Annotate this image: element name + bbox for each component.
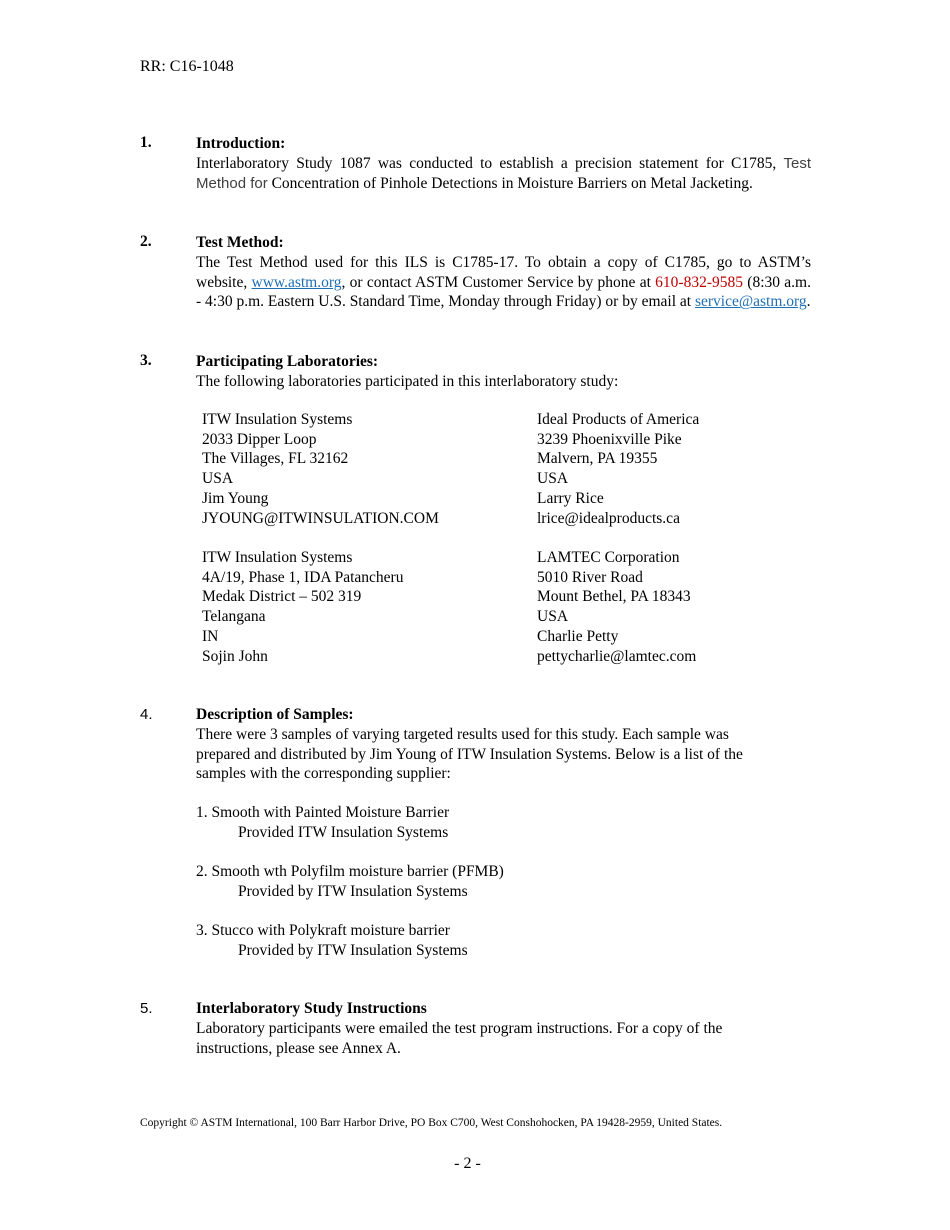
section-4-number: 4.	[140, 706, 153, 723]
lab-email: lrice@idealproducts.ca	[537, 509, 680, 527]
section-5-body	[196, 999, 811, 1058]
section-1-text-c: Concentration of Pinhole Detections in Moisture Barriers on Metal Jacketing.	[267, 174, 753, 192]
lab-line: USA	[537, 470, 569, 488]
lab-line: Jim Young	[202, 489, 269, 507]
lab-line: 4A/19, Phase 1, IDA Patancheru	[202, 568, 404, 586]
lab-block-4	[537, 548, 867, 666]
lab-line: Mount Bethel, PA 18343	[537, 588, 691, 606]
section-4-intro-line: There were 3 samples of varying targeted results used for this study. Each sample was	[196, 725, 729, 743]
section-3-number: 3.	[140, 352, 152, 369]
section-2-number: 2.	[140, 233, 152, 250]
lab-line: USA	[537, 608, 569, 626]
section-3-title: Participating Laboratories:	[196, 353, 379, 370]
lab-block-2	[537, 410, 867, 528]
lab-block-3	[202, 548, 532, 666]
lab-line: Malvern, PA 19355	[537, 450, 658, 468]
section-4-intro-line: prepared and distributed by Jim Young of ITW Insulation Systems. Below is a list of the	[196, 745, 743, 763]
lab-line: ITW Insulation Systems	[202, 549, 353, 566]
lab-line: LAMTEC Corporation	[537, 549, 680, 566]
lab-line: Sojin John	[202, 647, 268, 665]
report-id: RR: C16-1048	[140, 58, 234, 75]
lab-line: The Villages, FL 32162	[202, 450, 349, 468]
lab-line: ITW Insulation Systems	[202, 411, 353, 428]
section-5-line: instructions, please see Annex A.	[196, 1039, 401, 1057]
lab-line: Medak District – 502 319	[202, 588, 362, 606]
lab-line: 5010 River Road	[537, 568, 643, 586]
section-4-title: Description of Samples:	[196, 706, 354, 723]
lab-line: 2033 Dipper Loop	[202, 430, 317, 448]
section-4-body	[196, 705, 811, 784]
sample-name: 2. Smooth wth Polyfilm moisture barrier (PFMB)	[196, 863, 504, 880]
phone-number: 610-832-9585	[655, 273, 743, 291]
lab-line: Ideal Products of America	[537, 411, 700, 428]
section-5-line: Laboratory participants were emailed the test program instructions. For a copy of the	[196, 1019, 723, 1037]
lab-email: pettycharlie@lamtec.com	[537, 647, 697, 665]
section-2-text-a: The Test Method used for this ILS is C1785-17. To obtain a copy of C1785, go to ASTM’s website,	[196, 253, 811, 291]
service-email-link[interactable]: service@astm.org	[694, 293, 807, 311]
section-3-body	[196, 352, 811, 392]
section-2-text-b: , or contact ASTM Customer Service by phone at	[341, 273, 656, 291]
section-1-title: Introduction:	[196, 135, 286, 152]
sample-name: 3. Stucco with Polykraft moisture barrier	[196, 922, 450, 939]
page-number: - 2 -	[454, 1155, 481, 1172]
section-4-intro-line: samples with the corresponding supplier:	[196, 765, 451, 783]
section-3-intro: The following laboratories participated in this interlaboratory study:	[196, 372, 619, 390]
lab-line: IN	[202, 627, 219, 645]
lab-line: Charlie Petty	[537, 627, 619, 645]
lab-email: JYOUNG@ITWINSULATION.COM	[202, 509, 439, 527]
section-2-text-d: .	[806, 293, 811, 311]
lab-line: USA	[202, 470, 234, 488]
section-2-title: Test Method:	[196, 234, 284, 251]
copyright-notice: Copyright © ASTM International, 100 Barr Harbor Drive, PO Box C700, West Conshohocken, PA 19428-2959, United States.	[140, 1117, 723, 1129]
lab-line: Telangana	[202, 608, 266, 626]
section-1-body	[196, 134, 811, 193]
section-5-number: 5.	[140, 1000, 153, 1017]
sample-provider: Provided ITW Insulation Systems	[238, 823, 449, 841]
section-1-text-a: Interlaboratory Study 1087 was conducted to establish a precision statement for C1785,	[196, 154, 777, 172]
section-5-title: Interlaboratory Study Instructions	[196, 1000, 427, 1017]
lab-line: Larry Rice	[537, 489, 604, 507]
lab-block-1	[202, 410, 532, 528]
section-1-number: 1.	[140, 134, 152, 151]
sample-item-2	[196, 862, 504, 902]
section-1-text-b: Test Method for	[196, 154, 812, 192]
astm-website-link[interactable]: www.astm.org	[251, 273, 342, 291]
sample-provider: Provided by ITW Insulation Systems	[238, 941, 468, 959]
sample-item-1	[196, 803, 449, 843]
section-2-body	[196, 233, 811, 312]
section-2-text-c: (8:30 a.m. - 4:30 p.m. Eastern U.S. Standard Time, Monday through Friday) or by email at	[196, 273, 811, 311]
sample-item-3	[196, 921, 468, 961]
sample-name: 1. Smooth with Painted Moisture Barrier	[196, 804, 450, 821]
lab-line: 3239 Phoenixville Pike	[537, 430, 682, 448]
sample-provider: Provided by ITW Insulation Systems	[238, 882, 468, 900]
